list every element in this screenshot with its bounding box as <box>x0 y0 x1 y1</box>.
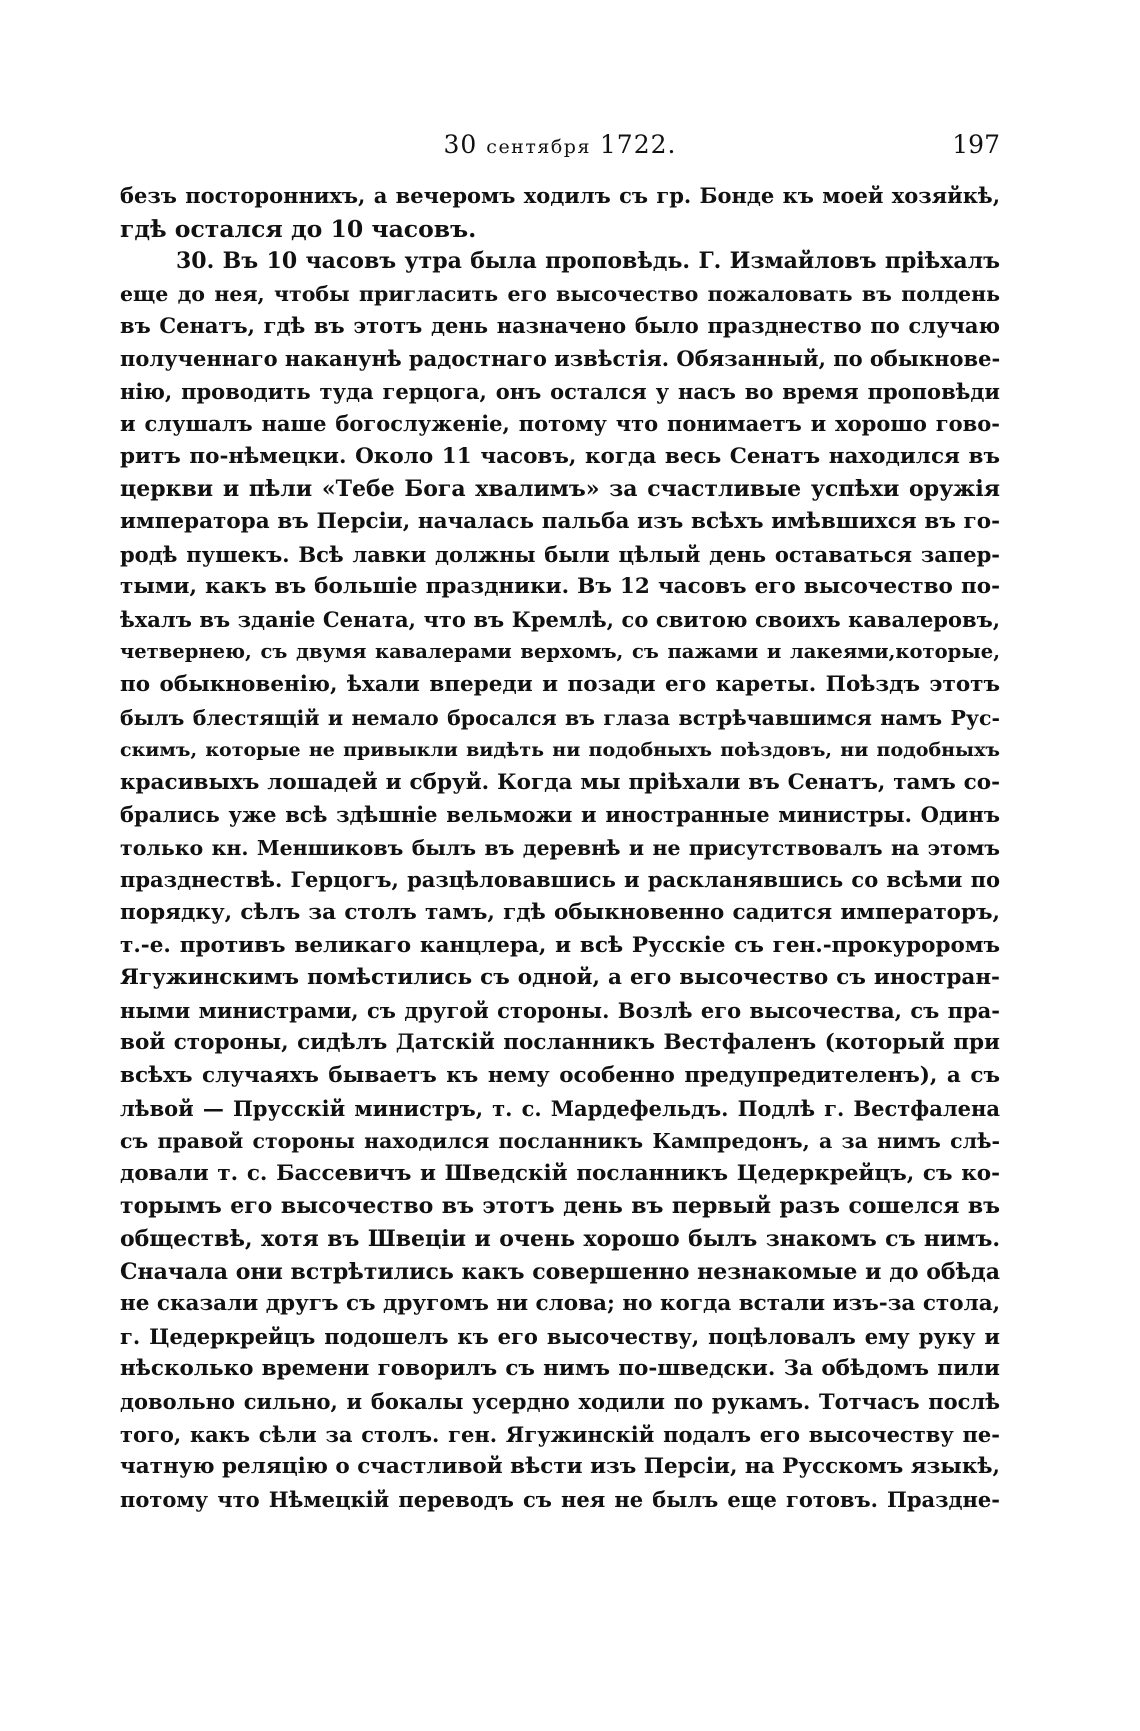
text-line: обществѣ, хотя въ Швеціи и очень хорошо былъ знакомъ съ нимъ. <box>120 1226 1000 1252</box>
text-line: четвернею, съ двумя кавалерами верхомъ, съ пажами и лакеями,которые, <box>120 640 1000 664</box>
text-line: безъ постороннихъ, а вечеромъ ходилъ съ гр. Бонде къ моей хозяйкѣ, <box>120 183 1000 208</box>
page-number: 197 <box>952 130 1000 159</box>
text-line: чатную реляцію о счастливой вѣсти изъ Персіи, на Русскомъ языкѣ, <box>120 1454 1000 1480</box>
text-line: потому что Нѣмецкій переводъ съ нея не былъ еще готовъ. Праздне- <box>120 1486 1000 1512</box>
text-line: церкви и пѣли «Тебе Бога хвалимъ» за счастливые успѣхи оружія <box>120 476 1000 503</box>
text-line: довали т. с. Бассевичъ и Шведскій посланникъ Цедеркрейцъ, съ ко- <box>120 1160 1000 1186</box>
text-line: вой стороны, сидѣлъ Датскій посланникъ Вестфаленъ (который при <box>120 1030 1000 1056</box>
text-line: нію, проводить туда герцога, онъ остался у насъ во время проповѣди <box>120 378 1000 404</box>
text-line: императора въ Персіи, началась пальба изъ всѣхъ имѣвшихся въ го- <box>120 508 1000 534</box>
text-line: всѣхъ случаяхъ бываетъ къ нему особенно предупредителенъ), а съ <box>120 1063 1000 1089</box>
paragraph-start-line: 30. Въ 10 часовъ утра была проповѣдь. Г. Измайловъ пріѣхалъ <box>176 248 1000 275</box>
text-line: полученнаго наканунѣ радостнаго извѣстія. Обязанный, по обыкнове- <box>120 345 1000 371</box>
page-header <box>120 130 1000 162</box>
text-line: по обыкновенію, ѣхали впереди и позади его кареты. Поѣздъ этотъ <box>120 671 1000 697</box>
text-line: порядку, сѣлъ за столъ тамъ, гдѣ обыкновенно садится императоръ, <box>120 900 1000 926</box>
body-text <box>120 180 1000 1516</box>
text-line: ритъ по-нѣмецки. Около 11 часовъ, когда весь Сенатъ находился въ <box>120 443 1000 469</box>
text-line: торымъ его высочество въ этотъ день въ первый разъ сошелся въ <box>120 1193 1000 1220</box>
text-line: ными министрами, съ другой стороны. Возлѣ его высочества, съ пра- <box>120 997 1000 1023</box>
text-line: Сначала они встрѣтились какъ совершенно незнакомые и до обѣда <box>120 1258 1000 1285</box>
text-line: еще до нея, чтобы пригласить его высочество пожаловать въ полдень <box>120 281 1000 306</box>
text-line: только кн. Меншиковъ былъ въ деревнѣ и не присутствовалъ на этомъ <box>120 835 1000 860</box>
text-line: т.-е. противъ великаго канцлера, и всѣ Русскіе съ ген.-прокуроромъ <box>120 932 1000 958</box>
text-line: родѣ пушекъ. Всѣ лавки должны были цѣлый день оставаться запер- <box>120 541 1000 567</box>
header-year: 1722. <box>599 130 677 159</box>
text-line: нѣсколько времени говорилъ съ нимъ по-шведски. За обѣдомъ пили <box>120 1356 1000 1382</box>
text-line: празднествѣ. Герцогъ, разцѣловавшись и раскланявшись со всѣми по <box>120 867 1000 893</box>
text-line: ѣхалъ въ зданіе Сената, что въ Кремлѣ, со свитою своихъ кавалеровъ, <box>120 606 1000 632</box>
text-line: въ Сенатъ, гдѣ въ этотъ день назначено было празднество по случаю <box>120 313 1000 339</box>
text-line: тыми, какъ въ большіе праздники. Въ 12 часовъ его высочество по- <box>120 574 1000 600</box>
text-line: г. Цедеркрейцъ подошелъ къ его высочеству, поцѣловалъ ему руку и <box>120 1323 1000 1349</box>
text-line: красивыхъ лошадей и сбруй. Когда мы пріѣхали въ Сенатъ, тамъ со- <box>120 769 1000 795</box>
text-line: скимъ, которые не привыкли видѣть ни подобныхъ поѣздовъ, ни подобныхъ <box>120 739 1000 762</box>
header-month: сентября <box>486 136 591 158</box>
text-line: довольно сильно, и бокалы усердно ходили по рукамъ. Тотчасъ послѣ <box>120 1388 1000 1414</box>
text-line: гдѣ остался до 10 часовъ. <box>120 214 477 243</box>
text-line: лѣвой — Прусскій министръ, т. с. Мардефельдъ. Подлѣ г. Вестфалена <box>120 1095 1000 1121</box>
header-day: 30 <box>443 130 478 159</box>
running-head-date <box>120 130 1000 159</box>
text-line: не сказали другъ съ другомъ ни слова; но когда встали изъ-за стола, <box>120 1291 1000 1317</box>
text-line: и слушалъ наше богослуженіе, потому что понимаетъ и хорошо гово- <box>120 411 1000 437</box>
text-line: съ правой стороны находился посланникъ Кампредонъ, а за нимъ слѣ- <box>120 1129 1000 1154</box>
text-line: брались уже всѣ здѣшніе вельможи и иностранные министры. Одинъ <box>120 802 1000 828</box>
text-line: того, какъ сѣли за столъ. ген. Ягужинскій подалъ его высочеству пе- <box>120 1421 1000 1447</box>
text-line: Ягужинскимъ помѣстились съ одной, а его высочество съ иностран- <box>120 965 1000 991</box>
text-line: былъ блестящій и немало бросался въ глаза встрѣчавшимся намъ Рус- <box>120 705 1000 730</box>
